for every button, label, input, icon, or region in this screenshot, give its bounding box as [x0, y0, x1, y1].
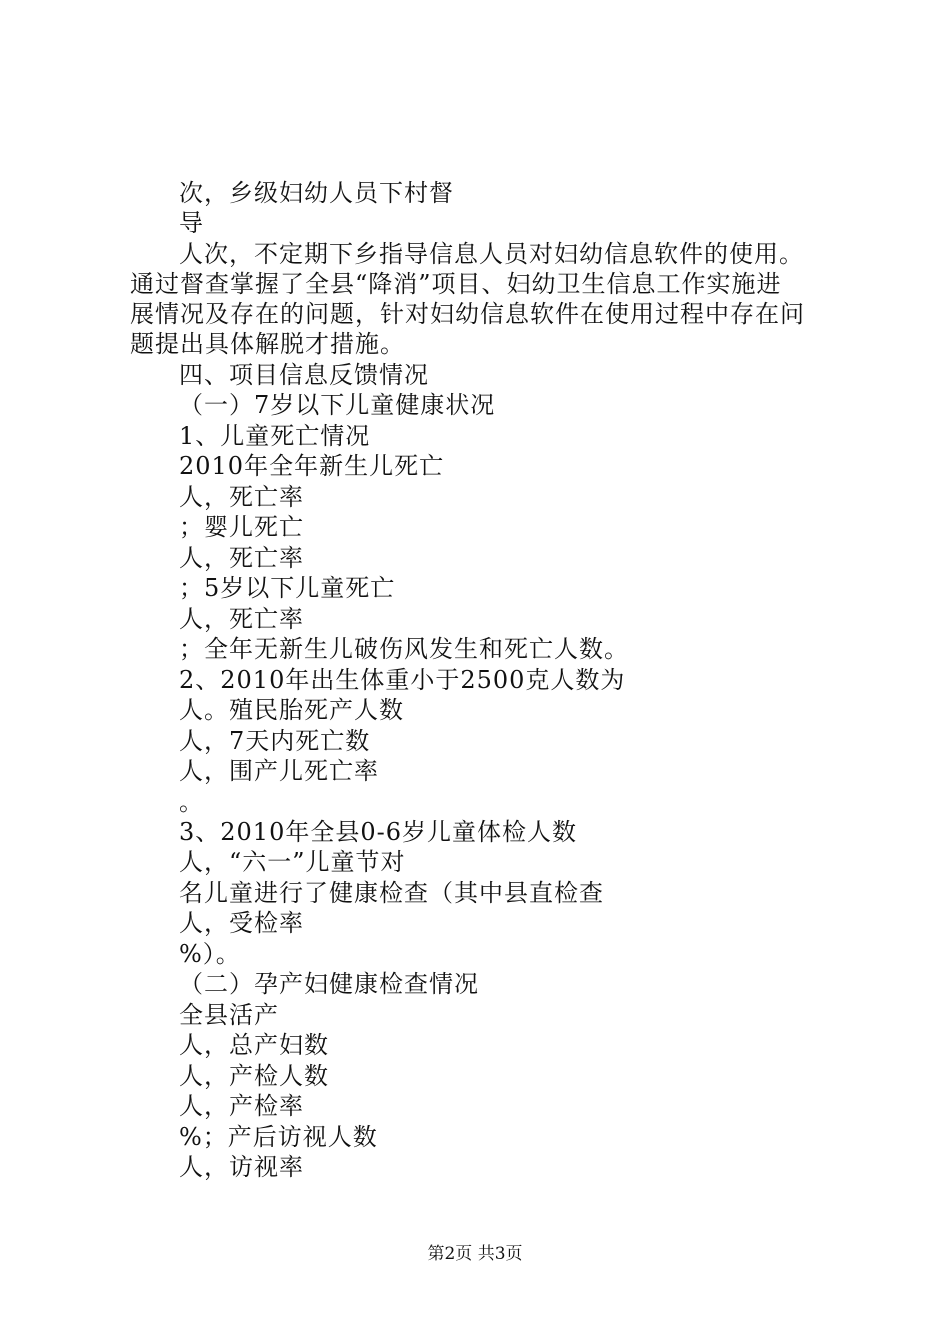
- text-line: 次，乡级妇幼人员下村督: [179, 179, 454, 207]
- text-line: 人。殖民胎死产人数: [179, 696, 404, 724]
- subsection-heading: （二）孕产妇健康检查情况: [179, 970, 479, 998]
- text-line: %）。: [179, 940, 241, 968]
- text-line: 通过督查掌握了全县“降消”项目、妇幼卫生信息工作实施进: [130, 270, 782, 298]
- text-line: 全县活产: [179, 1001, 279, 1029]
- text-line: 展情况及存在的问题，针对妇幼信息软件在使用过程中存在问: [130, 300, 805, 328]
- text-line: 名儿童进行了健康检查（其中县直检查: [179, 879, 604, 907]
- subsection-heading: （一）7岁以下儿童健康状况: [179, 391, 496, 419]
- text-line: 人，总产妇数: [179, 1031, 329, 1059]
- text-line: 人，产检率: [179, 1092, 304, 1120]
- text-line: %；产后访视人数: [179, 1123, 378, 1151]
- text-line: 人，7天内死亡数: [179, 727, 371, 755]
- text-line: 人，死亡率: [179, 483, 304, 511]
- text-line: 人，“六一”儿童节对: [179, 848, 406, 876]
- text-line: 3、2010年全县0-6岁儿童体检人数: [179, 818, 577, 846]
- text-line: 人，访视率: [179, 1153, 304, 1181]
- text-line: 人，受检率: [179, 909, 304, 937]
- text-line: 人，产检人数: [179, 1062, 329, 1090]
- section-heading: 四、项目信息反馈情况: [179, 361, 429, 389]
- text-line: 2、2010年出生体重小于2500克人数为: [179, 666, 626, 694]
- text-line: 人，围产儿死亡率: [179, 757, 379, 785]
- text-line: 。: [179, 788, 204, 816]
- text-line: ；全年无新生儿破伤风发生和死亡人数。: [179, 635, 629, 663]
- text-line: 导: [179, 209, 204, 237]
- text-line: 人，死亡率: [179, 605, 304, 633]
- text-line: 题提出具体解脱才措施。: [130, 330, 405, 358]
- text-line: 人次，不定期下乡指导信息人员对妇幼信息软件的使用。: [179, 240, 804, 268]
- text-line: 2010年全年新生儿死亡: [179, 452, 445, 480]
- page-footer: 第2页 共3页: [427, 1244, 523, 1264]
- text-line: 人，死亡率: [179, 544, 304, 572]
- text-line: 1、儿童死亡情况: [179, 422, 371, 450]
- text-line: ；5岁以下儿童死亡: [179, 574, 396, 602]
- text-line: ；婴儿死亡: [179, 513, 304, 541]
